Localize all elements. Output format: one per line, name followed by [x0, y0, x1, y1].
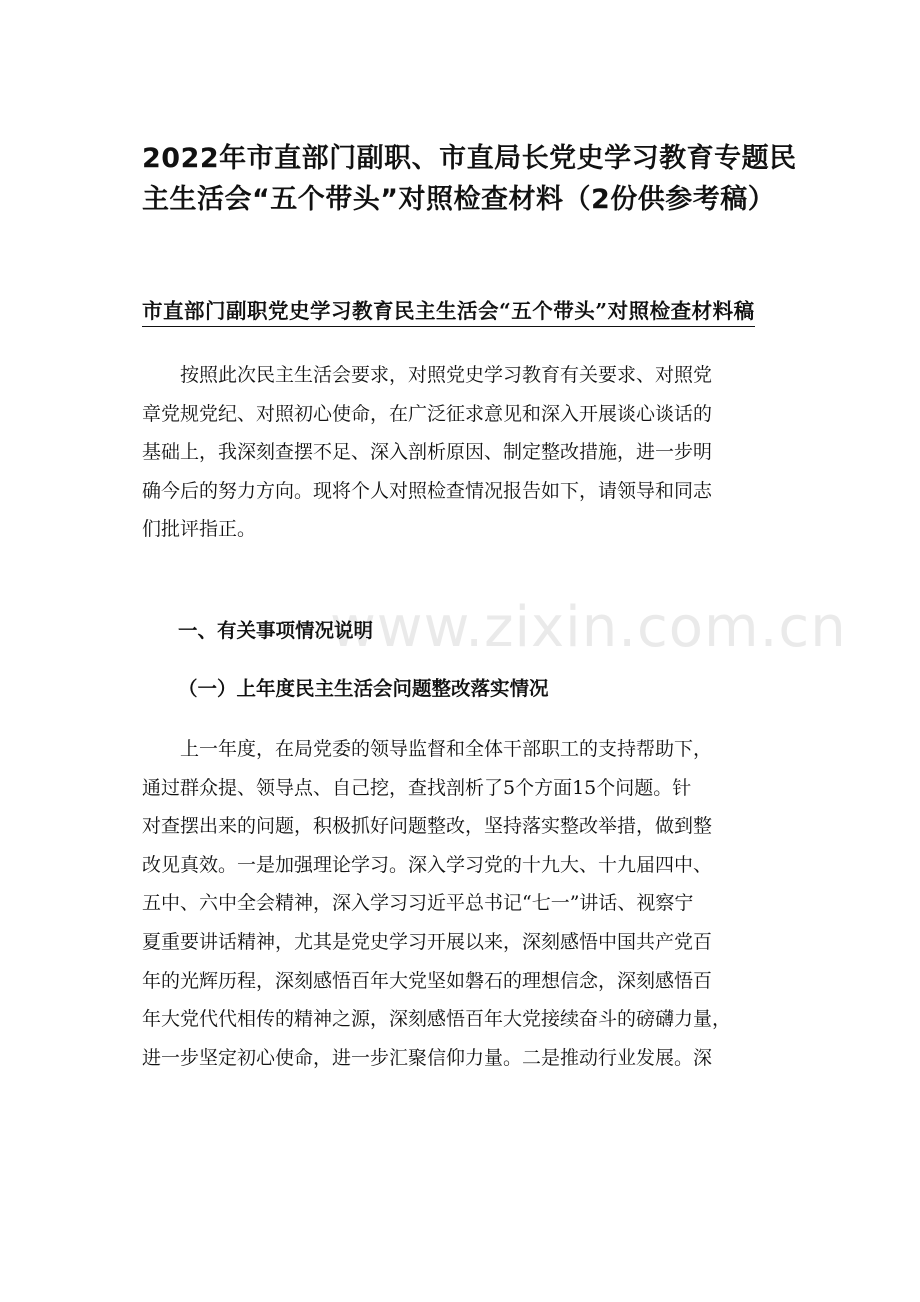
body-line: 上一年度，在局党委的领导监督和全体干部职工的支持帮助下， [142, 738, 713, 760]
watermark: www.zixin.com.cn [330, 595, 847, 660]
body-line: 对查摆出来的问题，积极抓好问题整改，坚持落实整改举措，做到整 [142, 815, 713, 838]
body-line: 改见真效。一是加强理论学习。深入学习党的十九大、十九届四中、 [142, 853, 713, 876]
document-title [142, 138, 797, 220]
document-subtitle: 市直部门副职党史学习教育民主生活会“五个带头”对照检查材料稿 [142, 298, 755, 327]
intro-line: 确今后的努力方向。现将个人对照检查情况报告如下，请领导和同志 [142, 479, 713, 502]
body-line: 年大党代代相传的精神之源，深刻感悟百年大党接续奋斗的磅礴力量， [142, 1008, 732, 1031]
title-line-2: 主生活会“五个带头”对照检查材料（2份供参考稿） [142, 184, 776, 215]
body-paragraph [142, 730, 794, 1077]
intro-line: 们批评指正。 [142, 518, 257, 541]
intro-line: 基础上，我深刻查摆不足、深入剖析原因、制定整改措施，进一步明 [142, 441, 713, 464]
intro-paragraph [142, 356, 794, 549]
title-line-1: 2022年市直部门副职、市直局长党史学习教育专题民 [142, 143, 797, 174]
subsection-heading: （一）上年度民主生活会问题整改落实情况 [178, 677, 549, 700]
body-line: 通过群众提、领导点、自己挖，查找剖析了5个方面15个问题。针 [142, 776, 692, 799]
body-line: 进一步坚定初心使命，进一步汇聚信仰力量。二是推动行业发展。深 [142, 1046, 713, 1069]
body-line: 五中、六中全会精神，深入学习习近平总书记“七一”讲话、视察宁 [142, 892, 694, 915]
body-line: 夏重要讲话精神，尤其是党史学习开展以来，深刻感悟中国共产党百 [142, 930, 713, 953]
intro-line: 章党规党纪、对照初心使命，在广泛征求意见和深入开展谈心谈话的 [142, 402, 713, 425]
section-heading: 一、有关事项情况说明 [178, 619, 374, 642]
body-line: 年的光辉历程，深刻感悟百年大党坚如磐石的理想信念，深刻感悟百 [142, 969, 713, 992]
intro-line: 按照此次民主生活会要求，对照党史学习教育有关要求、对照党 [142, 364, 713, 386]
